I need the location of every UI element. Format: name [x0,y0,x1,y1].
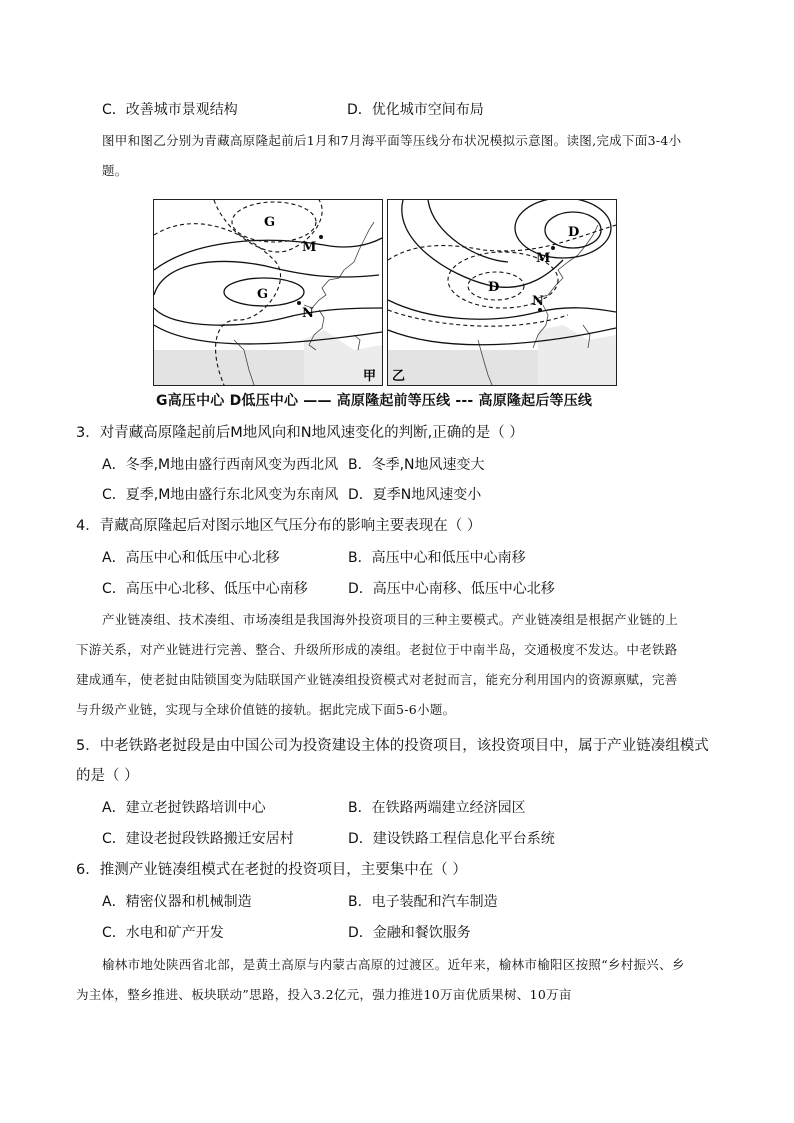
q6-option-d: D．金融和餐饮服务 [348,925,471,941]
panel-label: 乙 [392,369,406,384]
question-4-stem: 4．青藏高原隆起后对图示地区气压分布的影响主要表现在（ ） [76,518,482,534]
q5-option-c: C．建设老挝段铁路搬迁安居村 [102,831,294,847]
label-n: N [302,306,314,321]
q4-option-b: B．高压中心和低压中心南移 [348,550,526,566]
option-c: C．改善城市景观结构 [102,102,238,118]
question-5-stem-line1: 5．中老铁路老挝段是由中国公司为投资建设主体的投资项目，该投资项目中，属于产业链凑组模式 [76,738,709,754]
q3-option-c: C．夏季,M地由盛行东北风变为东南风 [102,487,339,503]
q5-option-a: A．建立老挝铁路培训中心 [102,800,266,816]
pressure-map-b [387,199,617,386]
passage-5-6: 产业链凑组、技术凑组、市场凑组是我国海外投资项目的三种主要模式。产业链凑组是根据产业链的上下游关系，对产业链进行完善、整合、升级所形成的凑组。老挝位于中南半岛，交通极度不发达。中老铁路建成通车，使老挝由陆锁国变为陆联国产业链凑组投资模式对老挝而言，能充分利用国内的资源禀赋，完善与升级产业链，实现与全球价值链的接轨。据此完成下面5-6小题。 [76,612,679,717]
label-d-top: D [568,225,580,240]
option-d: D．优化城市空间布局 [347,102,484,118]
q6-option-a: A．精密仪器和机械制造 [102,894,252,910]
label-n: N [532,294,544,309]
pressure-map-a [153,199,383,386]
label-m: M [302,240,317,255]
q3-option-a: A．冬季,M地由盛行西南风变为西北风 [102,457,339,473]
q4-option-a: A．高压中心和低压中心北移 [102,550,280,566]
label-g-top: G [264,215,276,230]
q3-option-b: B．冬季,N地风速变大 [348,457,485,473]
panel-label: 甲 [363,369,377,384]
q4-option-c: C．高压中心北移、低压中心南移 [102,581,308,597]
question-3-stem: 3．对青藏高原隆起前后M地风向和N地风速变化的判断,正确的是（ ） [76,425,524,441]
passage-yulin: 榆林市地处陕西省北部，是黄土高原与内蒙古高原的过渡区。近年来，榆林市榆阳区按照“乡村振兴、乡为主体，整乡推进、板块联动”思路，投入3.2亿元，强力推进10万亩优质果树、10万亩 [76,957,685,1002]
q6-option-c: C．水电和矿产开发 [102,925,224,941]
q6-option-b: B．电子装配和汽车制造 [348,894,498,910]
q5-option-d: D．建设铁路工程信息化平台系统 [348,831,555,847]
question-6-stem: 6．推测产业链凑组模式在老挝的投资项目，主要集中在（ ） [76,862,467,878]
label-g-center: G [257,287,269,302]
label-m: M [536,251,551,266]
q5-option-b: B．在铁路两端建立经济园区 [348,800,526,816]
question-5-stem-line2: 的是（ ） [76,768,139,784]
q4-option-d: D．高压中心南移、低压中心北移 [348,581,555,597]
intro-paragraph: 图甲和图乙分别为青藏高原隆起前后1月和7月海平面等压线分布状况模拟示意图。读图,完成下面3-4小题。 [102,133,682,178]
figure-legend: G高压中心 D低压中心 —— 高原隆起前等压线 --- 高原隆起后等压线 [156,393,593,409]
q3-option-d: D．夏季N地风速变小 [348,487,482,503]
label-d-center: D [488,280,500,295]
